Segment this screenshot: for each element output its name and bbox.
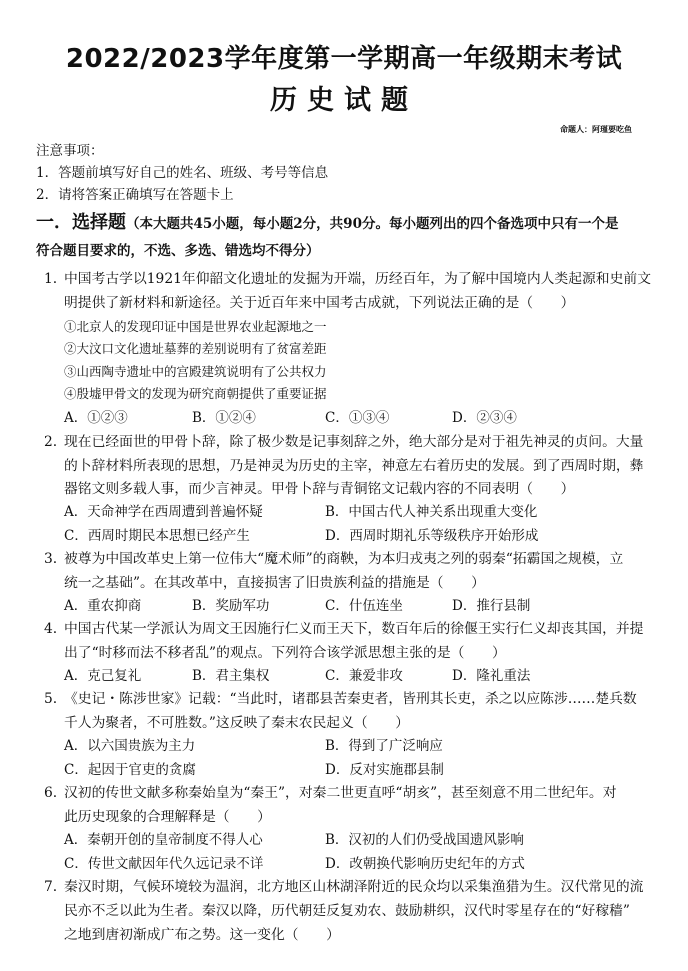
option-b: B．中国古代人神关系出现重大变化 <box>325 504 538 520</box>
notice-item: 1．答题前填写好自己的姓名、班级、考号等信息 <box>36 165 329 181</box>
question-4: 4. 中国古代某一学派认为周文王因施行仁义而王天下，数百年后的徐偃王实行仁义却丧其国，并提 <box>44 621 644 637</box>
option-a: A．①②③ <box>64 410 128 426</box>
option-b: B．奖励军功 <box>192 598 270 614</box>
notice-heading: 注意事项： <box>36 143 104 159</box>
question-text: 明提供了新材料和新途径。关于近百年来中国考古成就，下列说法正确的是（ ） <box>64 295 575 311</box>
question-5: 5. 《史记・陈涉世家》记载：“当此时，诸郡县苦秦吏者，皆刑其长吏，杀之以应陈涉……楚兵数 <box>44 691 637 707</box>
question-7: 7. 秦汉时期，气候环境较为温润，北方地区山林湖泽附近的民众均以采集渔猎为生。汉代常见的流 <box>44 879 644 895</box>
option-b: B．君主集权 <box>192 668 270 684</box>
section-description: （本大题共45小题，每小题2分，共90分。每小题列出的四个备选项中只有一个是 <box>126 216 619 232</box>
option-d: D．改朝换代影响历史纪年的方式 <box>325 856 525 872</box>
exam-subject: 历史试题 <box>270 85 418 116</box>
option-b: B．①②④ <box>192 410 256 426</box>
author-note: 命题人：阿瑾要吃鱼 <box>560 125 632 134</box>
option-d: D．②③④ <box>452 410 517 426</box>
option-d: D．隆礼重法 <box>452 668 531 684</box>
question-text: 的卜辞材料所表现的思想，乃是神灵为历史的主宰，神意左右着历史的发展。到了西周时期，彝 <box>64 458 644 474</box>
question-2: 2. 现在已经面世的甲骨卜辞，除了极少数是记事刻辞之外，绝大部分是对于祖先神灵的贞问。大量 <box>44 434 644 450</box>
question-3: 3. 被尊为中国改革史上第一位伟大“魔术师”的商鞅，为本归戎夷之列的弱秦“拓霸国之规模，立 <box>44 551 624 567</box>
option-a: A．天命神学在西周遭到普遍怀疑 <box>64 504 263 520</box>
option-c: C．兼爱非攻 <box>325 668 403 684</box>
option-c: C．传世文献因年代久远记录不详 <box>64 856 264 872</box>
question-text: 器铭文则多载人事，而少言神灵。甲骨卜辞与青铜铭文记载内容的不同表明（ ） <box>64 481 575 497</box>
option-a: A．秦朝开创的皇帝制度不得人心 <box>64 832 263 848</box>
question-text: 之地到唐初渐成广布之势。这一变化（ ） <box>64 927 340 943</box>
question-6: 6. 汉初的传世文献多称秦始皇为“秦王”，对秦二世更直呼“胡亥”，甚至刻意不用二世纪年。对 <box>44 785 617 801</box>
option-b: B．汉初的人们仍受战国遗风影响 <box>325 832 524 848</box>
question-1: 1. 中国考古学以1921年仰韶文化遗址的发掘为开端，历经百年，为了解中国境内人类起源和史前文 <box>44 271 651 287</box>
statement: ①北京人的发现印证中国是世界农业起源地之一 <box>64 319 327 334</box>
statement: ③山西陶寺遗址中的宫殿建筑说明有了公共权力 <box>64 364 327 379</box>
option-c: C．什伍连坐 <box>325 598 403 614</box>
question-text: 千人为聚者，不可胜数。”这反映了秦末农民起义（ ） <box>64 715 410 731</box>
option-d: D．推行县制 <box>452 598 531 614</box>
option-c: C．起因于官吏的贪腐 <box>64 762 196 778</box>
option-a: A．克己复礼 <box>64 668 142 684</box>
option-d: D．反对实施郡县制 <box>325 762 444 778</box>
question-text: 统一之基础”。在其改革中，直接损害了旧贵族利益的措施是（ ） <box>64 575 485 591</box>
option-c: C．①③④ <box>325 410 390 426</box>
option-a: A．以六国贵族为主力 <box>64 738 196 754</box>
option-c: C．西周时期民本思想已经产生 <box>64 528 250 544</box>
question-text: 此历史现象的合理解释是（ ） <box>64 809 271 825</box>
notice-item: 2．请将答案正确填写在答题卡上 <box>36 187 234 203</box>
exam-title: 2022/2023学年度第一学期高一年级期末考试 <box>65 44 623 74</box>
section-description-cont: 符合题目要求的，不选、多选、错选均不得分） <box>36 243 320 259</box>
question-text: 出了“时移而法不移者乱”的观点。下列符合该学派思想主张的是（ ） <box>64 645 506 661</box>
section-label: 一．选择题 <box>36 212 126 233</box>
statement: ②大汶口文化遗址墓葬的差别说明有了贫富差距 <box>64 341 327 356</box>
option-a: A．重农抑商 <box>64 598 142 614</box>
section-heading <box>36 214 618 232</box>
statement: ④殷墟甲骨文的发现为研究商朝提供了重要证据 <box>64 386 327 401</box>
option-d: D．西周时期礼乐等级秩序开始形成 <box>325 528 539 544</box>
question-text: 民亦不乏以此为生者。秦汉以降，历代朝廷反复劝农、鼓励耕织，汉代时零星存在的“好稼穑” <box>64 903 630 919</box>
option-b: B．得到了广泛响应 <box>325 738 443 754</box>
